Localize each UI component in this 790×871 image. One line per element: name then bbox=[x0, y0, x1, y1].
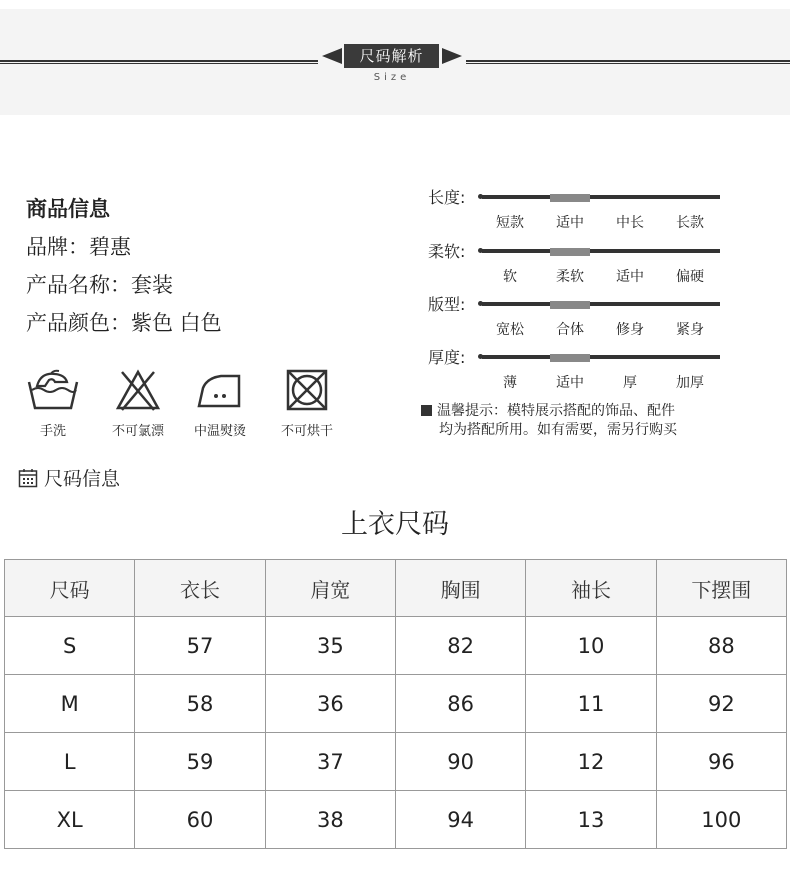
scale-option: 宽松 bbox=[496, 322, 524, 338]
banner-rule-left bbox=[0, 60, 318, 64]
size-section-label: 尺码信息 bbox=[44, 468, 121, 490]
banner-title: 尺码解析 bbox=[344, 44, 439, 68]
care-item bbox=[272, 368, 342, 439]
product-name: 产品名称：套装 bbox=[26, 273, 173, 297]
scale-bar bbox=[482, 195, 720, 199]
table-cell: 100 bbox=[656, 791, 786, 849]
size-section-title bbox=[18, 464, 120, 491]
scale-option: 合体 bbox=[556, 322, 584, 338]
table-row bbox=[5, 617, 787, 675]
care-label: 不可烘干 bbox=[280, 424, 333, 439]
banner-ribbon-left bbox=[322, 48, 342, 64]
fit-scale bbox=[428, 292, 728, 342]
scale-option: 加厚 bbox=[676, 375, 704, 391]
scale-marker bbox=[550, 301, 590, 309]
scale-option: 柔软 bbox=[556, 269, 584, 285]
scale-option: 紧身 bbox=[676, 322, 704, 338]
scale-option: 长款 bbox=[676, 215, 704, 231]
banner-ribbon-right bbox=[442, 48, 462, 64]
calendar-icon bbox=[18, 468, 38, 488]
scale-bar bbox=[482, 302, 720, 306]
care-label: 中温熨烫 bbox=[193, 424, 246, 439]
column-header: 下摆围 bbox=[656, 560, 786, 617]
scale-title: 厚度: bbox=[428, 348, 466, 367]
product-info-heading: 商品信息 bbox=[26, 197, 110, 221]
table-cell: 11 bbox=[526, 675, 656, 733]
column-header: 衣长 bbox=[135, 560, 265, 617]
table-cell: 38 bbox=[265, 791, 395, 849]
table-cell: 58 bbox=[135, 675, 265, 733]
scale-option: 修身 bbox=[616, 322, 644, 338]
table-cell: 36 bbox=[265, 675, 395, 733]
scale-bar bbox=[482, 355, 720, 359]
product-info bbox=[26, 190, 222, 342]
care-label: 不可氯漂 bbox=[111, 424, 164, 439]
product-brand: 品牌：碧惠 bbox=[26, 235, 131, 259]
care-item bbox=[18, 368, 88, 439]
thickness-scale bbox=[428, 345, 728, 395]
table-row bbox=[5, 675, 787, 733]
scale-marker bbox=[550, 248, 590, 256]
column-header: 尺码 bbox=[5, 560, 135, 617]
table-cell: 92 bbox=[656, 675, 786, 733]
table-cell: 57 bbox=[135, 617, 265, 675]
table-cell: 96 bbox=[656, 733, 786, 791]
header-banner bbox=[0, 9, 790, 115]
care-item bbox=[185, 368, 255, 439]
scale-option: 软 bbox=[503, 269, 517, 285]
table-row bbox=[5, 791, 787, 849]
scale-option: 厚 bbox=[623, 375, 637, 391]
medium-iron-icon bbox=[195, 368, 245, 412]
scale-option: 薄 bbox=[503, 375, 517, 391]
scale-option: 适中 bbox=[616, 269, 644, 285]
table-cell: 59 bbox=[135, 733, 265, 791]
table-cell: 10 bbox=[526, 617, 656, 675]
tip-line-2: 均为搭配所用。如有需要，需另行购买 bbox=[439, 422, 677, 438]
table-cell: 82 bbox=[395, 617, 525, 675]
table-cell: 60 bbox=[135, 791, 265, 849]
banner-subtitle: Size bbox=[373, 72, 411, 83]
scale-bar bbox=[482, 249, 720, 253]
size-table bbox=[4, 559, 787, 849]
scale-marker bbox=[550, 194, 590, 202]
tip-bullet-icon bbox=[421, 405, 432, 416]
table-cell: L bbox=[5, 733, 135, 791]
scale-title: 版型: bbox=[428, 295, 466, 314]
table-cell: 86 bbox=[395, 675, 525, 733]
column-header: 袖长 bbox=[526, 560, 656, 617]
styling-tip bbox=[421, 402, 677, 440]
table-cell: 90 bbox=[395, 733, 525, 791]
size-table-title: 上衣尺码 bbox=[341, 509, 449, 540]
column-header: 胸围 bbox=[395, 560, 525, 617]
table-row bbox=[5, 733, 787, 791]
table-cell: 88 bbox=[656, 617, 786, 675]
scale-marker bbox=[550, 354, 590, 362]
table-cell: 13 bbox=[526, 791, 656, 849]
table-cell: XL bbox=[5, 791, 135, 849]
tip-line-1: 温馨提示：模特展示搭配的饰品、配件 bbox=[437, 403, 675, 419]
scale-option: 偏硬 bbox=[676, 269, 704, 285]
scale-option: 中长 bbox=[616, 215, 644, 231]
scale-title: 长度: bbox=[428, 188, 466, 207]
scale-title: 柔软: bbox=[428, 242, 466, 261]
scale-option: 适中 bbox=[556, 215, 584, 231]
table-cell: M bbox=[5, 675, 135, 733]
banner-rule-right bbox=[466, 60, 790, 64]
scale-option: 适中 bbox=[556, 375, 584, 391]
length-scale bbox=[428, 185, 728, 235]
table-cell: 12 bbox=[526, 733, 656, 791]
table-cell: 35 bbox=[265, 617, 395, 675]
table-header-row bbox=[5, 560, 787, 617]
product-color: 产品颜色：紫色 白色 bbox=[26, 311, 222, 335]
softness-scale bbox=[428, 239, 728, 289]
column-header: 肩宽 bbox=[265, 560, 395, 617]
care-item bbox=[103, 368, 173, 439]
no-bleach-icon bbox=[114, 368, 162, 412]
care-label: 手洗 bbox=[39, 424, 66, 439]
table-cell: 94 bbox=[395, 791, 525, 849]
table-cell: S bbox=[5, 617, 135, 675]
no-tumble-dry-icon bbox=[285, 368, 329, 412]
table-cell: 37 bbox=[265, 733, 395, 791]
scale-option: 短款 bbox=[496, 215, 524, 231]
hand-wash-icon bbox=[25, 368, 81, 412]
